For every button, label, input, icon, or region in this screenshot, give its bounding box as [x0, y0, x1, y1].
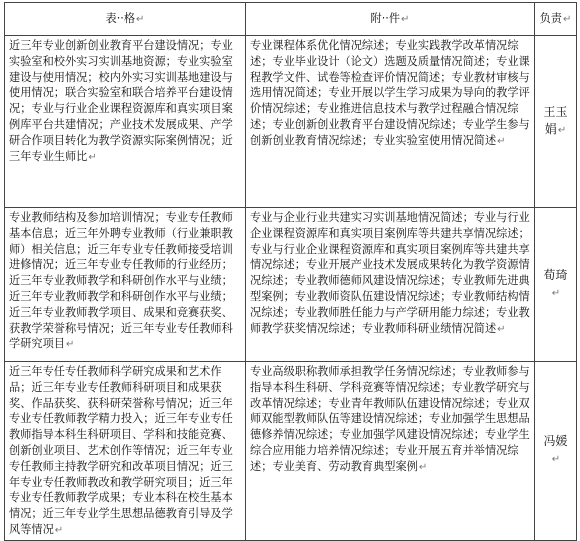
person-cell [535, 362, 577, 541]
paragraph-mark: ↵ [401, 14, 410, 25]
table-row [5, 36, 577, 208]
header-table-label: 表··格 [105, 12, 136, 25]
paragraph-mark: ↵ [497, 323, 506, 335]
header-attachment-cell [246, 3, 535, 36]
person-name: 冯媛 [543, 434, 568, 449]
paragraph-mark: ↵ [54, 524, 64, 536]
person-cell [535, 208, 577, 362]
paragraph-mark: ↵ [418, 461, 428, 473]
header-table-cell [5, 3, 246, 36]
paragraph-mark: ↵ [88, 151, 97, 163]
attachment-text: 专业课程体系优化情况综述；专业实践教学改革情况综述；专业毕业设计（论文）选题及质量情况简述；专业课程教学文件、试卷等检查评价情况简述；专业教材审核与选用情况简述；专业开展以学生学习成果为导向的教学评价情况综述；专业推进信息技术与教学过程融合情况综述；专业创新创业教育平台建设情况综述；专业学生参与创新创业教育情况综述；专业实验室使用情况简述 [250, 39, 530, 147]
table-row [5, 362, 577, 541]
paragraph-mark: ↵ [65, 339, 75, 351]
paragraph-mark: ↵ [557, 125, 567, 136]
header-person-label: 负责 [539, 12, 562, 25]
paragraph-mark: ↵ [136, 14, 145, 25]
table-header-row [5, 3, 577, 36]
document-table [4, 2, 577, 541]
paragraph-mark: ↵ [497, 135, 506, 147]
content-text: 近三年专任专任教师科学研究成果和艺术作品；近三年专业专任教师科研项目和成果获奖、作品获奖、获科研荣誉称号情况；近三年专业专任教师教学精力投入；近三年专业专任教师指导本科生科研项目、学科和技能竞赛、创新创业项目、艺术创作等情况；近三年专业专任教师主持教学研究和改革项目情况；近三年专业专任教师教改和教学研究项目；近三年专业专任教师教学成果；专业本科在校生基本情况；近三年专业学生思想品德教育引导及学风等情况 [9, 365, 233, 536]
content-text: 专业教师结构及参加培训情况；专业专任教师基本信息；近三年外聘专业教师（行业兼职教师）相关信息；近三年专业专任教师接受培训进修情况；近三年专业专任教师的行业经历；近三年专业教师教学和科研创作水平与业绩；近三年专业教师教学和科研创作水平与业绩；近三年专业教师教学项目、成果和竞赛获奖、获教学荣誉称号情况；近三年专业专任教师科学研究项目 [9, 211, 233, 351]
person-name: 王玉娟 [543, 105, 568, 136]
attachment-text: 专业高级职称教师承担教学任务情况综述；专业教师参与指导本科生科研、学科竞赛等情况综述；专业教学研究与改革情况综述；专业青年教师队伍建设情况综述；专业双师双能型教师队伍等建设情况综述；专业加强学生思想品德修养情况综述；专业加强学风建设情况综述；专业学生综合应用能力培养情况综述；专业开展五育并举情况综述；专业美育、劳动教育典型案例 [250, 365, 530, 473]
paragraph-mark: ↵ [551, 288, 561, 299]
table-row [5, 208, 577, 362]
content-cell [5, 362, 246, 541]
person-cell [535, 36, 577, 208]
attachment-cell [246, 36, 535, 208]
attachment-cell [246, 362, 535, 541]
content-text: 近三年专业创新创业教育平台建设情况；专业实验室和校外实习实训基地资源；专业实验室建设与使用情况；校内外实习实训基地建设与使用情况；联合实验室和联合培养平台建设情况；专业与行业企业课程资源库和真实项目案例库平台共建情况；产业技术发展成果、产学研合作项目转化为教学资源实际案例情况；近三年专业生师比 [9, 39, 233, 163]
attachment-text: 专业与企业行业共建实习实训基地情况简述；专业与行业企业课程资源库和真实项目案例库等共建共享情况综述；专业与行业企业课程资源库和真实项目案例库等共建共享情况综述；专业开展产业技术发展成果转化为教学资源情况综述；专业教师德师风建设情况综述；专业教师先进典型案例；专业教师资队伍建设情况综述；专业教师结构情况综述；专业教师胜任能力与产学研用能力综述；专业教师教学获奖情况综述；专业教师科研业绩情况简述 [250, 211, 530, 335]
content-cell [5, 208, 246, 362]
content-cell [5, 36, 246, 208]
paragraph-mark: ↵ [551, 454, 561, 466]
header-person-cell [535, 3, 577, 36]
paragraph-mark: ↵ [563, 14, 572, 25]
header-attachment-label: 附··件 [370, 12, 401, 25]
attachment-cell [246, 208, 535, 362]
person-name: 荀琦 [543, 268, 568, 282]
